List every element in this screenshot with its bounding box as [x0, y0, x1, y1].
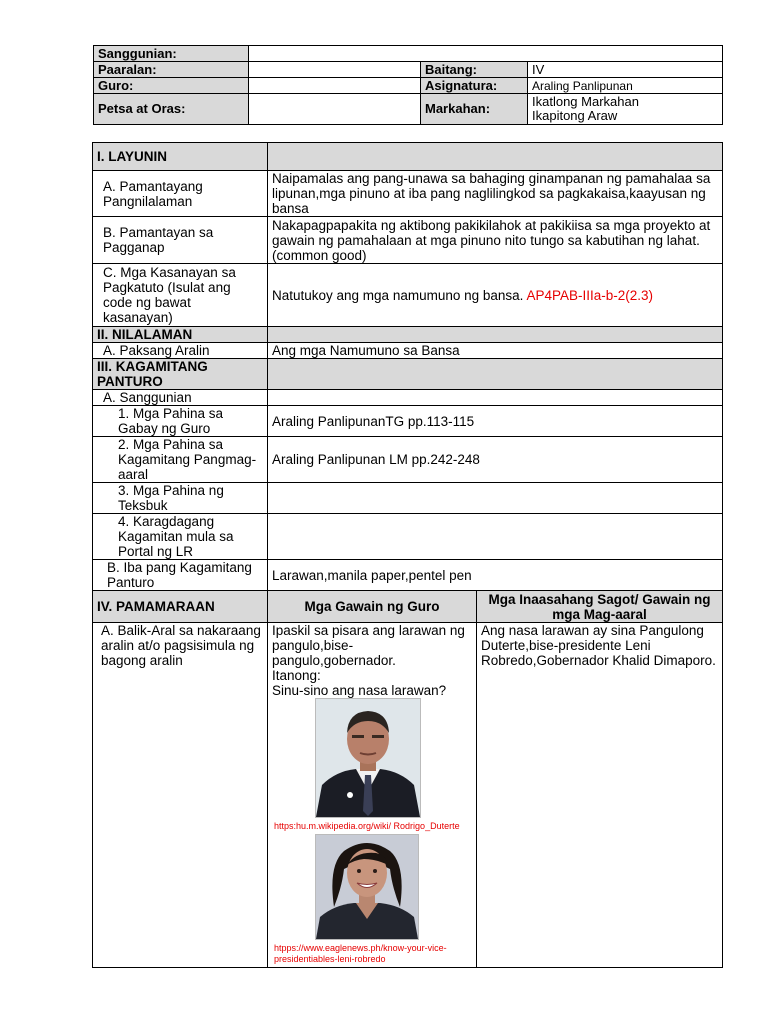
- gawain-guro-heading: Mga Gawain ng Guro: [268, 591, 477, 623]
- pamantayang-pangnilalaman-label: A. Pamantayang Pangnilalaman: [93, 171, 268, 217]
- asignatura-label: Asignatura:: [421, 78, 528, 94]
- duterte-photo: [315, 698, 421, 818]
- paksang-aralin-label: A. Paksang Aralin: [93, 343, 268, 359]
- nilalaman-heading-blank: [268, 327, 723, 343]
- teksbuk-label: 3. Mga Pahina ng Teksbuk: [93, 483, 268, 514]
- guro-instruction: Ipaskil sa pisara ang larawan ng pangulo,bise-pangulo,gobernador.: [272, 623, 465, 668]
- asignatura-value: Araling Panlipunan: [528, 78, 723, 94]
- balik-aral-guro: [268, 623, 477, 968]
- inaasahang-sagot-heading: Mga Inaasahang Sagot/ Gawain ng mga Mag-aaral: [477, 591, 723, 623]
- kagamitang-pangmagaaral-value: Araling Panlipunan LM pp.242-248: [268, 437, 723, 483]
- iba-pang-kagamitan-value: Larawan,manila paper,pentel pen: [268, 560, 723, 591]
- pamamaraan-heading: IV. PAMAMARAAN: [93, 591, 268, 623]
- sanggunian-value: [249, 46, 723, 62]
- photo1-source: https:hu.m.wikipedia.org/wiki/ Rodrigo_Duterte: [274, 821, 460, 831]
- kasanayan-code: AP4PAB-IIIa-b-2(2.3): [526, 287, 653, 303]
- pamantayang-pangnilalaman-value: Naipamalas ang pang-unawa sa bahaging ginampanan ng pamahalaa sa lipunan,mga pinuno at iba pang naglilingkod sa pagkakaisa,kaayusan ng bansa: [268, 171, 723, 217]
- balik-aral-label: A. Balik-Aral sa nakaraang aralin at/o pagsisimula ng bagong aralin: [93, 623, 268, 968]
- markahan-line-1: Ikatlong Markahan: [532, 94, 639, 109]
- kagamitan-heading-blank: [268, 359, 723, 390]
- paaralan-label: Paaralan:: [94, 62, 249, 78]
- robredo-photo: [315, 834, 419, 940]
- lesson-plan-table: [92, 142, 723, 968]
- gabay-guro-value: Araling PanlipunanTG pp.113-115: [268, 406, 723, 437]
- layunin-heading: I. LAYUNIN: [93, 143, 268, 171]
- sanggunian-label: Sanggunian:: [94, 46, 249, 62]
- kagamitan-heading: III. KAGAMITANG PANTURO: [93, 359, 268, 390]
- sanggunian-sub-value: [268, 390, 723, 406]
- guro-question: Sinu-sino ang nasa larawan?: [272, 683, 447, 698]
- kasanayan-cell: [268, 264, 723, 327]
- markahan-label: Markahan:: [421, 94, 528, 125]
- kagamitang-pangmagaaral-label: 2. Mga Pahina sa Kagamitang Pangmag-aaral: [93, 437, 268, 483]
- petsa-value: [249, 94, 421, 125]
- kasanayan-label: C. Mga Kasanayan sa Pagkatuto (Isulat ang code ng bawat kasanayan): [93, 264, 268, 327]
- markahan-line-2: Ikapitong Araw: [532, 108, 618, 123]
- iba-pang-kagamitan-label: B. Iba pang Kagamitang Panturo: [93, 560, 268, 591]
- guro-itanong: Itanong:: [272, 668, 321, 683]
- photo2-source: htpps://www.eaglenews.ph/know-your-vice-presidentiables-leni-robredo: [274, 943, 447, 964]
- sanggunian-sub-label: A. Sanggunian: [93, 390, 268, 406]
- portal-lr-label: 4. Karagdagang Kagamitan mula sa Portal ng LR: [93, 514, 268, 560]
- gabay-guro-label: 1. Mga Pahina sa Gabay ng Guro: [93, 406, 268, 437]
- markahan-value: [528, 94, 723, 125]
- balik-aral-magaaral: Ang nasa larawan ay sina Pangulong Duterte,bise-presidente Leni Robredo,Gobernador Khalid Dimaporo.: [477, 623, 723, 968]
- paksang-aralin-value: Ang mga Namumuno sa Bansa: [268, 343, 723, 359]
- petsa-label: Petsa at Oras:: [94, 94, 249, 125]
- kasanayan-value: Natutukoy ang mga namumuno ng bansa.: [272, 287, 524, 303]
- nilalaman-heading: II. NILALAMAN: [93, 327, 268, 343]
- layunin-heading-blank: [268, 143, 723, 171]
- header-table: [93, 45, 723, 125]
- pamantayan-pagganap-label: B. Pamantayan sa Pagganap: [93, 217, 268, 264]
- baitang-value: IV: [528, 62, 723, 78]
- portal-lr-value: [268, 514, 723, 560]
- paaralan-value: [249, 62, 421, 78]
- pamantayan-pagganap-value: Nakapagpapakita ng aktibong pakikilahok at pakikiisa sa mga proyekto at gawain ng pamahalaan at mga pinuno nito tungo sa kabutihan ng lahat.(common good): [268, 217, 723, 264]
- guro-label: Guro:: [94, 78, 249, 94]
- guro-value: [249, 78, 421, 94]
- baitang-label: Baitang:: [421, 62, 528, 78]
- teksbuk-value: [268, 483, 723, 514]
